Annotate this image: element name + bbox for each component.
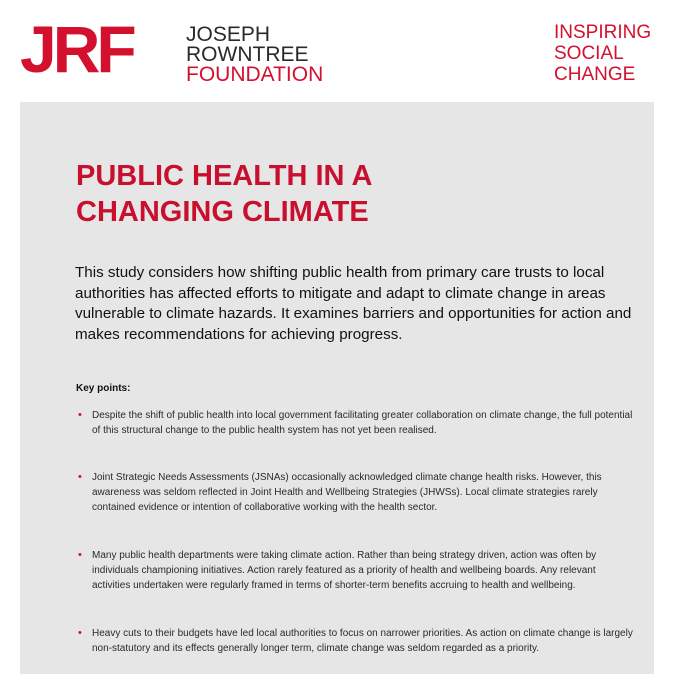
organisation-name-line-2: ROWNTREE: [186, 43, 309, 66]
bullet-icon: •: [78, 627, 82, 639]
bullet-icon: •: [78, 549, 82, 561]
key-point-text: Heavy cuts to their budgets have led local authorities to focus on narrower priorities. As action on climate change is largely non-statutory and its effects generally longer term, climate change was seldom regarded as a priority.: [92, 628, 633, 654]
document-title: [76, 158, 372, 230]
bullet-icon: •: [78, 471, 82, 483]
key-point: [76, 626, 636, 672]
key-point: [76, 548, 636, 610]
summary-panel: [20, 102, 654, 674]
key-points-heading: Key points:: [76, 383, 131, 394]
tagline: [554, 22, 651, 85]
document-title-line-1: PUBLIC HEALTH IN A: [76, 160, 373, 192]
tagline-line-1: INSPIRING: [554, 22, 652, 43]
organisation-name-line-3: FOUNDATION: [186, 63, 324, 86]
intro-paragraph: This study considers how shifting public health from primary care trusts to local authorities has affected efforts to mitigate and adapt to climate change in areas vulnerable to climate hazards. It examines barriers and opportunities for action and makes recommendations for achieving progress.: [75, 264, 632, 343]
key-point-text: Joint Strategic Needs Assessments (JSNAs) occasionally acknowledged climate change health risks. However, this awareness was seldom reflected in Joint Health and Wellbeing Strategies (JHWSs). Local climate strategies rarely contained evidence or intention of collaborative working with the health sector.: [92, 472, 602, 513]
tagline-line-3: CHANGE: [554, 64, 636, 85]
organisation-name: [186, 25, 323, 85]
key-point-text: Many public health departments were taking climate action. Rather than being strategy driven, action was often by individuals championing initiatives. Action rarely featured as a priority of health and wellbeing boards. Any relevant activities undertaken were regularly framed in terms of shorter-term benefits accruing to health and wellbeing.: [92, 550, 597, 591]
key-point-text: Despite the shift of public health into local government facilitating greater collaboration on climate change, the full potential of this structural change to the public health system has not yet been realised.: [92, 410, 633, 436]
jrf-logo: JRF: [20, 12, 133, 86]
key-point: [76, 470, 636, 532]
tagline-line-2: SOCIAL: [554, 43, 624, 64]
organisation-name-line-1: JOSEPH: [186, 23, 271, 46]
page-header: [0, 0, 674, 102]
bullet-icon: •: [78, 409, 82, 421]
key-points-list: [76, 408, 636, 672]
document-title-line-2: CHANGING CLIMATE: [76, 196, 369, 228]
key-point: [76, 408, 636, 456]
